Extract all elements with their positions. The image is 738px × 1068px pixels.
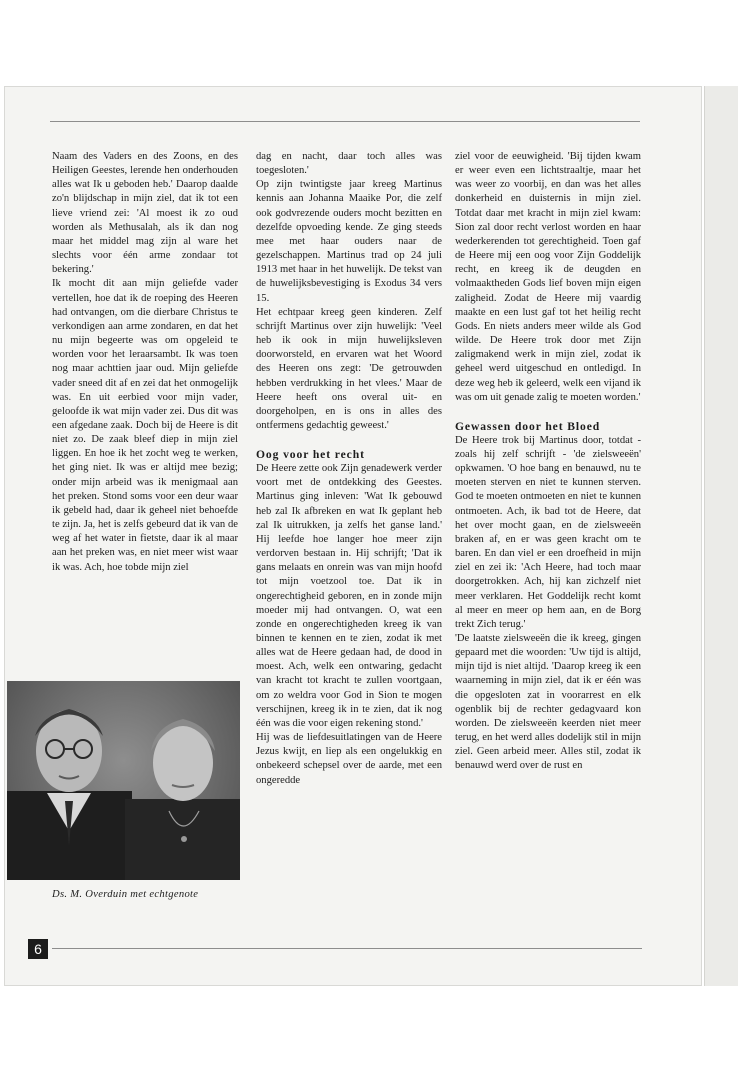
column-1 (52, 150, 238, 575)
next-page-edge (704, 86, 738, 986)
page-number: 6 (28, 939, 48, 959)
paragraph: ziel voor de eeuwigheid. 'Bij tijden kwam er weer even een lichtstraaltje, maar het was weer zo voorbij, en dan was het alles donkerheid en duisternis in mijn ziel. Totdat daar met kracht in mijn ziel kwam: Sion zal door recht verlost worden en haar wederkerenden tot gerechtigheid. Toen gaf de Heere mij een oog voor Zijn Goddelijk recht, en kreeg ik de deugden en volmaaktheden Gods lief boven mijn eigen zaligheid. Zodat de Heere mij vaardig maakte en een lust gaf tot het heilig recht Gods. En niets anders meer wilde als God wilde. De Heere trok door met Zijn zaligmakend werk in mijn ziel, zodat ik geheel werd uitgeschud en ontledigd. In deze weg heb ik geleerd, welk een vijand ik was om uit genade zalig te moeten worden.' (455, 151, 641, 403)
paragraph: dag en nacht, daar toch alles was toegesloten.' (256, 151, 442, 177)
header-rule (50, 121, 640, 122)
portrait-photo (7, 681, 240, 880)
paragraph: 'De laatste zielsweeën die ik kreeg, gingen gepaard met die woorden: 'Uw tijd is altijd, mijn tijd is niet altijd. 'Daarop kreeg ik een waarneming in mijn ziel, dat ik er één was die opgesloten zat in voorarrest en elk ogenblik bij de rechter gedagvaard kon worden. De zielsweeën keerden niet meer terug, en het werd alles dodelijk stil in mijn ziel. Geen arbeid meer. Alles stil, zodat ik benauwd werd over de rust en (455, 633, 641, 772)
column-3 (455, 150, 641, 774)
column-2 (256, 150, 442, 788)
photo-caption: Ds. M. Overduin met echtgenote (52, 889, 199, 900)
footer-rule (52, 948, 642, 949)
paragraph: De Heere zette ook Zijn genadewerk verder voort met de ontdekking des Geestes. Martinus ging inleven: 'Wat Ik gebouwd heb zal Ik afbreken en wat Ik geplant heb zal Ik uitrukken, ja zelfs het ganse land.' Hij leefde hoe langer hoe meer zijn verdorven bestaan in. Hij schrijft; 'Dat ik gans melaats en onrein was van mijn hoofd tot mijn voetzool toe. Dat ik in ongerechtigheid geboren, en in zonde mijn moeder mij had ontvangen. O, wat een zonde en ongerechtigheden kreeg ik van binnen te kennen en te zien, zodat ik met alles wat de Heere gedaan had, de dood in moest. Ach, welk een ontwaring, gedacht van kracht tot kracht te zullen voortgaan, om zo weldra voor God in Sion te mogen verschijnen, kreeg ik in te zien, dat ik nog één was die voor eigen rekening stond.' (256, 463, 442, 729)
paragraph: De Heere trok bij Martinus door, totdat - zoals hij zelf schrijft - 'de zielsweeën' opkwamen. 'O hoe bang en benauwd, nu te moeten sterven en niet te kunnen sterven. God te moeten ontmoeten en niet te kunnen ontmoeten. Ach, ik bad tot de Heere, dat het over mocht gaan, en de zielsweeën braken af, en er was geen kracht om te baren. En dan viel er een droefheid in mijn ziel en zei ik: 'Ach Heere, had toch maar doorgetrokken. Ach, hij kan zichzelf niet meer verklaren. Het Goddelijk recht komt al meer en meer op hem aan, en de Borg trekt Zich terug.' (455, 434, 641, 630)
portrait-illustration (7, 681, 240, 880)
section-heading: Oog voor het recht (256, 448, 365, 462)
section-heading: Gewassen door het Bloed (455, 419, 601, 433)
paragraph: Op zijn twintigste jaar kreeg Martinus kennis aan Johanna Maaike Por, die zelf ook godvrezende ouders mocht bezitten en dezelfde opvoeding kende. Ze ging steeds mee met haar ouders naar de gezelschappen. Martinus trad op 24 juli 1913 met haar in het huwelijk. De tekst van de huwelijksbevestiging is Exodus 34 vers 15. (256, 179, 442, 304)
paragraph: Naam des Vaders en des Zoons, en des Heiligen Geestes, lerende hen onderhouden alles wat Ik u geboden heb.' Daarop daalde zo'n blijdschap in mijn ziel, dat ik tot een lieve vriend zei: 'Al moest ik zo oud worden als Methusalah, als ik dan nog maar het middel mag zijn al ware het slechts voor één arme zondaar tot bekering.' (52, 151, 238, 276)
paragraph: Het echtpaar kreeg geen kinderen. Zelf schrijft Martinus over zijn huwelijk: 'Veel heb ik ook in mijn huwelijksleven doorworsteld, en ervaren wat het Woord des Heeren ons zegt: 'De getrouwden hebben verdrukking in het vlees.' Maar de Heere heeft ons overal uit- en doorgeholpen, en is ons in alles des ontfermens gedachtig geweest.' (256, 306, 442, 431)
paragraph: Hij was de liefdesuitlatingen van de Heere Jezus kwijt, en liep als een ongelukkig en onbekeerd schepsel over de aarde, met een ongeredde (256, 732, 442, 786)
paragraph: Ik mocht dit aan mijn geliefde vader vertellen, hoe dat ik de roeping des Heeren had ontvangen, om die dierbare Christus te verkondigen aan arme zondaren, en dat het nu mijn begeerte was om opgeleid te worden voor het leraarsambt. Ik was toen nog maar achttien jaar oud. Mijn geliefde vader sneed dit af en zei dat het onmogelijk was. En uit eerbied voor mijn vader, geloofde ik wat mijn vader zei. Dus dit was een afgedane zaak. Doch bij de Heere is dit niet zo. De zaak bleef diep in mijn ziel liggen. En hoe ik het zocht weg te werken, het ging niet. Ik was er altijd mee bezig; onder mijn arbeid was ik menigmaal aan het preken. Stond soms voor een deur waar ik gebeld had, daar ik geheel niet behoefde te zijn. Ja, het is zelfs gebeurd dat ik van de weg af het water in fietste, daar ik al maar aan het preken was, en niet meer wist waar ik was. Ach, hoe tobde mijn ziel (52, 278, 238, 573)
